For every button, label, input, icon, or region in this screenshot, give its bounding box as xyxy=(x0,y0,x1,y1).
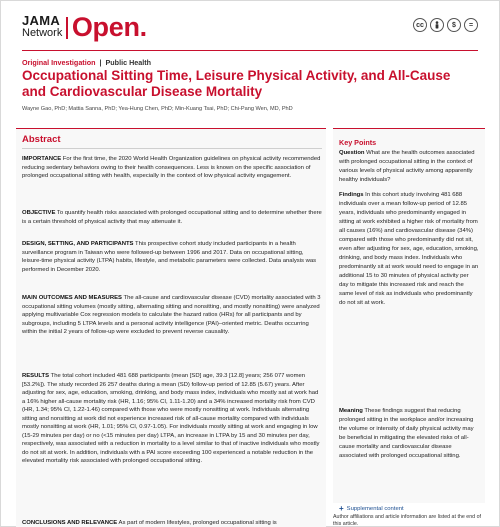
nc-icon[interactable]: $ xyxy=(447,18,461,32)
author-affiliations-note: Author affiliations and article information are listed at the end of this article. xyxy=(333,514,482,527)
abstract-importance: IMPORTANCE For the first time, the 2020 World Health Organization guidelines on physical activity recommended reducing sedentary behaviors owing to their health consequences. Less is known on the specific association of prolonged occupational sitting with health, especially in the context of low physical activity engagement. xyxy=(22,156,321,179)
logo-network-text: Network xyxy=(22,27,63,39)
cc-icon[interactable]: cc xyxy=(413,18,427,32)
abstract-rule xyxy=(22,148,322,149)
abstract-heading: Abstract xyxy=(22,134,61,145)
author-list: Wayne Gao, PhD; Mattia Sanna, PhD; Yea-Hung Chen, PhD; Min-Kuang Tsai, PhD; Chi-Pang Wen, MD, PhD xyxy=(22,106,293,112)
abstract-objective: OBJECTIVE To quantify health risks associated with prolonged occupational sitting and to determine whether there is a certain threshold of physical activity that may attenuate it. xyxy=(22,210,322,225)
key-points-findings: Findings In this cohort study involving 481 688 individuals over a mean follow-up period of 12.85 years, individuals who predominantly engaged in sitting at work exhibited a higher risk of mortality from all causes (16%) and cardiovascular disease (34%) compared with those who predominantly did not sit, even after adjusting for sex, age, education, smoking, drinking, and body mass index. Individuals who predominantly sit at work would need to engage in an additional 15 to 30 minutes of physical activity per day to mitigate this increased risk and reach the same level of risk as individuals who predominantly do not sit at work. xyxy=(339,192,479,306)
article-breadcrumb xyxy=(22,58,151,67)
by-icon[interactable] xyxy=(430,18,444,32)
jama-network-open-logo[interactable] xyxy=(22,12,147,42)
logo-divider xyxy=(66,17,68,39)
supplemental-content-link[interactable] xyxy=(339,504,404,513)
logo-jama-text: JAMA xyxy=(22,13,61,28)
article-type[interactable]: Original Investigation xyxy=(22,58,96,67)
abstract-conclusions: CONCLUSIONS AND RELEVANCE As part of modern lifestyles, prolonged occupational sitting is xyxy=(22,520,277,526)
article-topic[interactable]: Public Health xyxy=(105,58,152,67)
article-title: Occupational Sitting Time, Leisure Physical Activity, and All-Cause and Cardiovascular Disease Mortality xyxy=(22,68,451,99)
breadcrumb-separator: | xyxy=(99,58,102,67)
license-icons xyxy=(413,18,478,32)
logo-open-text: Open. xyxy=(71,12,147,42)
abstract-results: RESULTS The total cohort included 481 688 participants (mean [SD] age, 39.3 [12.8] years; 256 077 women [53.2%]). The study recorded 26 257 deaths during a mean (SD) follow-up period of 12.85 (5.67) years. After adjusting for sex, age, education, smoking, drinking, and body mass index, individuals who mostly sat at work had a 16% higher all-cause mortality risk (HR, 1.16; 95% CI, 1.11-1.20) and a 34% increased mortality risk from CVD (HR, 1.34; 95% CI, 1.22-1.46) compared with those who were mostly nonsitting at work. Individuals alternating sitting and nonsitting at work did not experience increased risk of all-cause mortality compared with individuals mostly nonsitting at work (HR, 1.01; 95% CI, 0.97-1.05). For individuals mostly sitting at work and engaging in low (15-29 minutes per day) or no (<15 minutes per day) LTPA, an increase in LTPA by 15 and 30 minutes per day, respectively, was associated with a reduction in mortality to a level similar to that of inactive individuals who mostly do not sit at work. In addition, individuals with a PAI score exceeding 100 experienced a notable reduction in the elevated mortality risk associated with prolonged occupational sitting. xyxy=(22,373,320,464)
key-points-heading: Key Points xyxy=(339,138,377,147)
key-points-question: Question What are the health outcomes associated with prolonged occupational sitting in the context of various levels of physical activity among apparently healthy individuals? xyxy=(339,150,475,183)
abstract-main-outcomes: MAIN OUTCOMES AND MEASURES The all-cause and cardiovascular disease (CVD) mortality associated with 3 occupational sitting volumes (mostly sitting, alternating sitting and nonsitting, and mostly nonsitting) were analyzed applying multivariable Cox regression models to calculate the hazard ratios (HRs) for all participants and by subgroups, including 5 LTPA levels and a personal activity intelligence (PAI)–oriented metric. Deaths occurring within the initial 2 years of follow-up were excluded to prevent reverse causality. xyxy=(22,295,321,335)
nd-icon[interactable]: = xyxy=(464,18,478,32)
abstract-design: DESIGN, SETTING, AND PARTICIPANTS This prospective cohort study included participants in a health surveillance program in Taiwan who were followed-up between 1996 and 2017. Data on occupational sitting, leisure-time physical activity (LTPA) habits, lifestyle, and metabolic parameters were collected. Data analysis was performed in December 2020. xyxy=(22,241,317,273)
header-rule xyxy=(22,50,478,51)
key-points-meaning: Meaning These findings suggest that reducing prolonged sitting in the workplace and/or increasing the volume or intensity of daily physical activity may be beneficial in mitigating the elevated risks of all-cause mortality and cardiovascular disease associated with prolonged occupational sitting. xyxy=(339,408,474,459)
plus-icon: + xyxy=(339,504,344,513)
supplemental-content-label: Supplemental content xyxy=(346,505,404,512)
